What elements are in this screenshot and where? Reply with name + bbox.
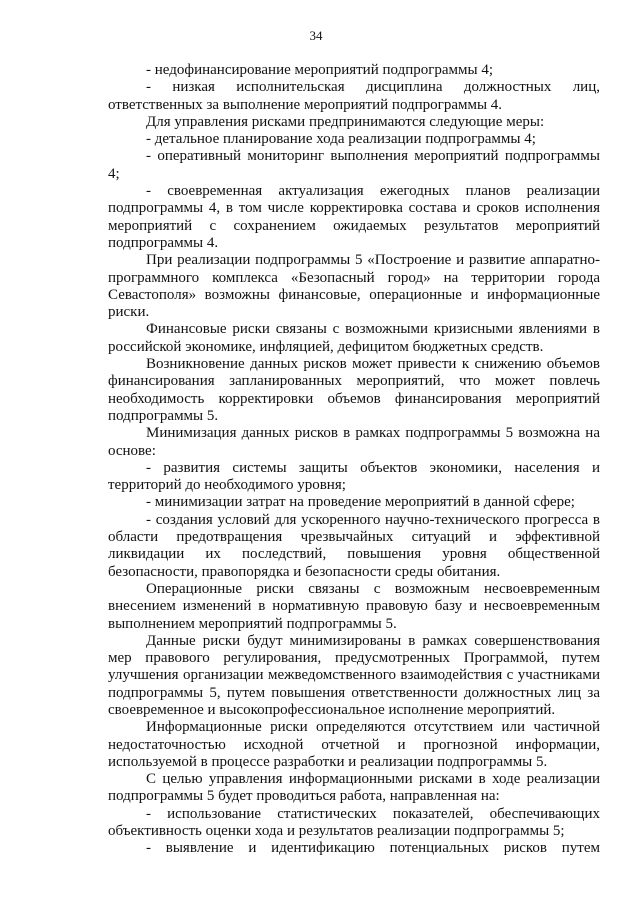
paragraph: Минимизация данных рисков в рамках подпрограммы 5 возможна на основе: [108,425,600,459]
paragraph: - использование статистических показателей, обеспечивающих объективность оценки хода и результатов реализации подпрограммы 5; [108,805,600,840]
paragraph: - развития системы защиты объектов экономики, населения и территорий до необходимого уровня; [108,459,600,494]
paragraph: Информационные риски определяются отсутствием или частичной недостаточностью исходной отчетной и прогнозной информации, используемой в процессе разработки и реализации подпрограммы 5. [108,719,600,770]
paragraph: - выявление и идентификацию потенциальных рисков путем [146,840,600,857]
paragraph: Финансовые риски связаны с возможными кризисными явлениями в российской экономике, инфляцией, дефицитом бюджетных средств. [108,321,600,355]
paragraph: - минимизации затрат на проведение мероприятий в данной сфере; [146,494,575,511]
paragraph: - создания условий для ускоренного научно-технического прогресса в области предотвращения чрезвычайных ситуаций и эффективной ликвидации их последствий, повышения уровня общественной безопасности, правопорядка и безопасности среды обитания. [108,511,600,580]
paragraph: Для управления рисками предпринимаются следующие меры: [146,113,545,130]
document-body [108,62,600,858]
paragraph: С целью управления информационными рисками в ходе реализации подпрограммы 5 будет проводиться работа, направленная на: [108,771,600,805]
page-number: 34 [309,28,323,43]
paragraph: - низкая исполнительская дисциплина должностных лиц, ответственных за выполнение мероприятий подпрограммы 4. [108,79,600,113]
paragraph: - детальное планирование хода реализации подпрограммы 4; [146,131,536,148]
paragraph: - недофинансирование мероприятий подпрограммы 4; [146,62,494,78]
paragraph: Данные риски будут минимизированы в рамках совершенствования мер правового регулирования, предусмотренных Программой, путем улучшения организации межведомственного взаимодействия с участниками подпрограммы 5, путем повышения ответственности должностных лиц за своевременное и высокопрофессиональное исполнение мероприятий. [108,632,600,718]
paragraph: - своевременная актуализация ежегодных планов реализации подпрограммы 4, в том числе корректировка состава и сроков исполнения мероприятий с сохранением ожидаемых результатов мероприятий подпрограммы 4. [108,183,600,251]
paragraph: При реализации подпрограммы 5 «Построение и развитие аппаратно-программного комплекса «Безопасный город» на территории города Севастополя» возможны финансовые, операционные и информационные риски. [108,252,600,321]
paragraph: Операционные риски связаны с возможным несвоевременным внесением изменений в нормативную правовую базу и несвоевременным выполнением мероприятий подпрограммы 5. [108,580,600,632]
paragraph: - оперативный мониторинг выполнения мероприятий подпрограммы 4; [108,148,600,182]
paragraph: Возникновение данных рисков может привести к снижению объемов финансирования запланированных мероприятий, что может повлечь необходимость корректировки объемов финансирования мероприятий подпрограммы 5. [108,356,600,424]
